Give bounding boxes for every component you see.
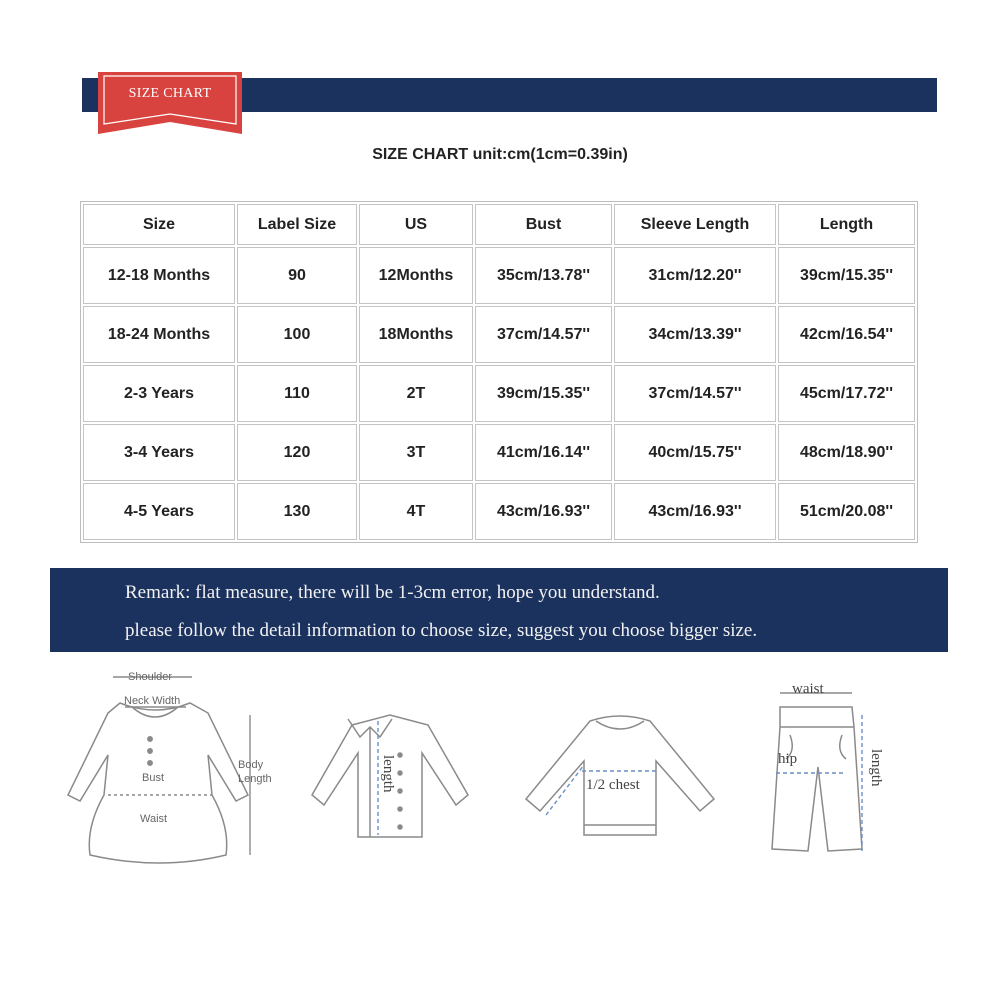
pants-hip-label: hip (778, 751, 798, 767)
pants-length-label: length (868, 749, 884, 787)
table-cell: 4-5 Years (83, 483, 235, 540)
table-cell: 45cm/17.72'' (778, 365, 915, 422)
table-cell: 43cm/16.93'' (475, 483, 612, 540)
header-label-size: Label Size (237, 204, 357, 245)
table-row (83, 306, 915, 363)
table-cell: 48cm/18.90'' (778, 424, 915, 481)
table-cell: 51cm/20.08'' (778, 483, 915, 540)
sleeve-measure-line (546, 765, 584, 815)
waist-label: Waist (140, 813, 168, 825)
table-cell: 39cm/15.35'' (778, 247, 915, 304)
sweater-illustration (526, 716, 714, 835)
size-table (80, 201, 918, 543)
table-cell: 110 (237, 365, 357, 422)
remark-line-1: Remark: flat measure, there will be 1-3cm error, hope you understand. (125, 582, 660, 603)
bust-label: Bust (142, 772, 165, 784)
table-cell: 3-4 Years (83, 424, 235, 481)
chart-title: SIZE CHART unit:cm(1cm=0.39in) (372, 146, 628, 163)
table-header-row (83, 204, 915, 245)
table-cell: 18-24 Months (83, 306, 235, 363)
table-cell: 31cm/12.20'' (614, 247, 776, 304)
neck-width-label: Neck Width (124, 695, 181, 707)
measurement-diagrams (0, 655, 1000, 1000)
table-cell: 3T (359, 424, 473, 481)
table-cell: 34cm/13.39'' (614, 306, 776, 363)
table-cell: 18Months (359, 306, 473, 363)
table-cell: 12-18 Months (83, 247, 235, 304)
half-chest-label: 1/2 chest (586, 777, 640, 793)
body-length-label-line2: Length (238, 773, 272, 785)
table-cell: 12Months (359, 247, 473, 304)
header-us: US (359, 204, 473, 245)
table-cell: 37cm/14.57'' (614, 365, 776, 422)
shoulder-label: Shoulder (128, 671, 173, 683)
table-row (83, 247, 915, 304)
table-cell: 100 (237, 306, 357, 363)
header-sleeve-length: Sleeve Length (614, 204, 776, 245)
shirt-length-label: length (380, 755, 396, 793)
table-cell: 42cm/16.54'' (778, 306, 915, 363)
body-length-label-line1: Body (238, 759, 264, 771)
table-cell: 90 (237, 247, 357, 304)
size-chart-ribbon (98, 72, 242, 134)
table-row (83, 424, 915, 481)
table-cell: 43cm/16.93'' (614, 483, 776, 540)
header-size: Size (83, 204, 235, 245)
table-cell: 35cm/13.78'' (475, 247, 612, 304)
table-cell: 39cm/15.35'' (475, 365, 612, 422)
remark-line-2: please follow the detail information to choose size, suggest you choose bigger size. (125, 620, 758, 641)
table-cell: 41cm/16.14'' (475, 424, 612, 481)
table-cell: 37cm/14.57'' (475, 306, 612, 363)
table-row (83, 365, 915, 422)
pants-waist-label: waist (792, 681, 824, 697)
pants-illustration (772, 707, 862, 851)
table-cell: 4T (359, 483, 473, 540)
header-length: Length (778, 204, 915, 245)
header-bust: Bust (475, 204, 612, 245)
table-row (83, 483, 915, 540)
table-cell: 130 (237, 483, 357, 540)
table-cell: 120 (237, 424, 357, 481)
table-cell: 2-3 Years (83, 365, 235, 422)
table-cell: 40cm/15.75'' (614, 424, 776, 481)
table-cell: 2T (359, 365, 473, 422)
ribbon-label: SIZE CHART (128, 86, 212, 101)
